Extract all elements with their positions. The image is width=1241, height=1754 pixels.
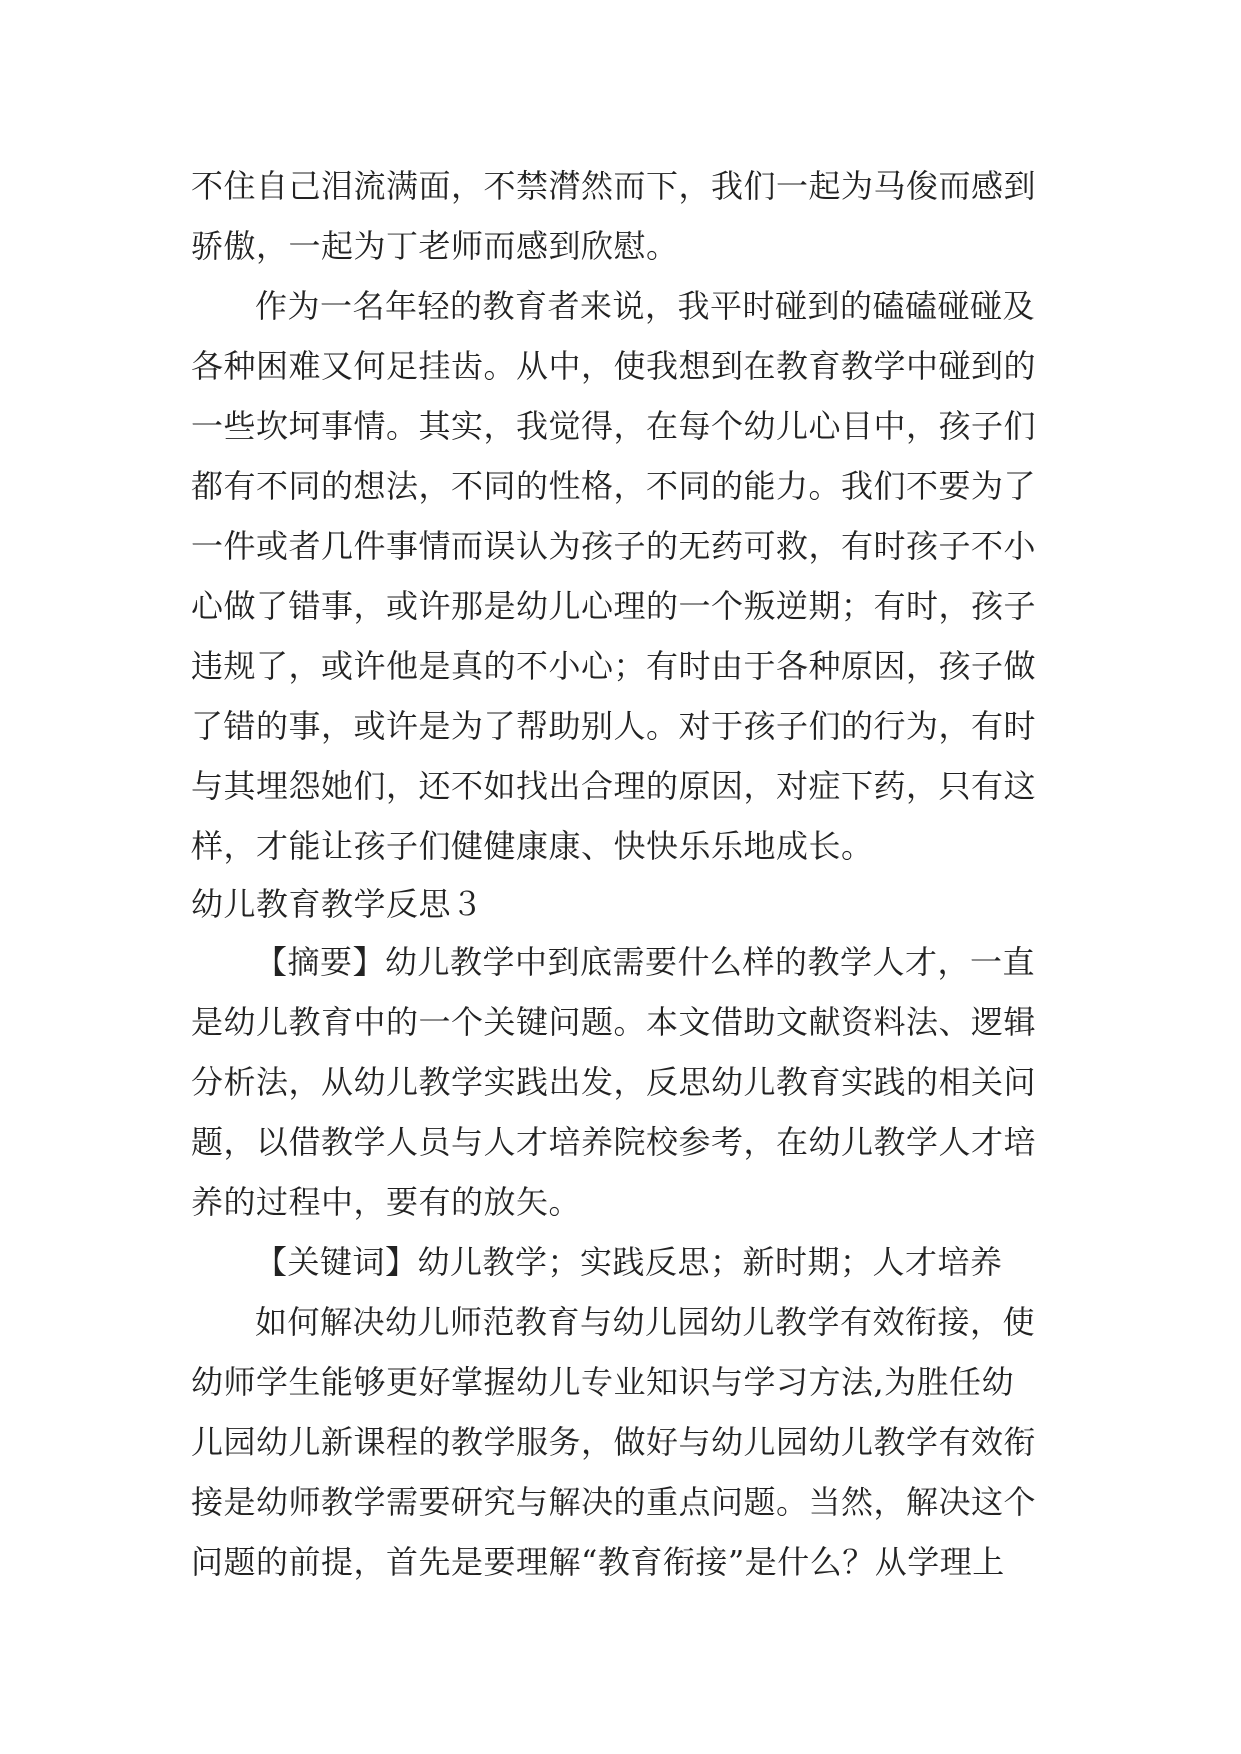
paragraph-line: 儿园幼儿新课程的教学服务，做好与幼儿园幼儿教学有效衔 [191,1423,1037,1461]
paragraph-line: 幼师学生能够更好掌握幼儿专业知识与学习方法,为胜任幼 [191,1363,1015,1401]
abstract-line: 养的过程中，要有的放矢。 [191,1183,582,1221]
paragraph-line: 都有不同的想法，不同的性格，不同的能力。我们不要为了 [191,467,1037,505]
section-heading: 幼儿教育教学反思３ [191,885,484,923]
abstract-line: 是幼儿教育中的一个关键问题。本文借助文献资料法、逻辑 [191,1003,1037,1041]
paragraph-line: 违规了，或许他是真的不小心；有时由于各种原因，孩子做 [191,647,1037,685]
paragraph-line: 心做了错事，或许那是幼儿心理的一个叛逆期；有时，孩子 [191,587,1037,625]
paragraph-line: 一件或者几件事情而误认为孩子的无药可救，有时孩子不小 [191,527,1037,565]
paragraph-line: 问题的前提，首先是要理解“教育衔接”是什么？从学理上 [191,1543,1005,1581]
document-body [191,156,1050,1592]
paragraph-line: 不住自己泪流满面，不禁潸然而下，我们一起为马俊而感到 [191,167,1037,205]
paragraph-line: 骄傲，一起为丁老师而感到欣慰。 [191,227,679,265]
abstract-line: 题，以借教学人员与人才培养院校参考，在幼儿教学人才培 [191,1123,1037,1161]
abstract-line: 分析法，从幼儿教学实践出发，反思幼儿教育实践的相关问 [191,1063,1037,1101]
abstract-line: 【摘要】幼儿教学中到底需要什么样的教学人才，一直 [255,943,1036,981]
paragraph-line: 一些坎坷事情。其实，我觉得，在每个幼儿心目中，孩子们 [191,407,1037,445]
paragraph-line: 接是幼师教学需要研究与解决的重点问题。当然，解决这个 [191,1483,1037,1521]
paragraph-line: 了错的事，或许是为了帮助别人。对于孩子们的行为，有时 [191,707,1037,745]
paragraph-line: 作为一名年轻的教育者来说，我平时碰到的磕磕碰碰及 [255,287,1036,325]
keywords-line: 【关键词】幼儿教学；实践反思；新时期；人才培养 [255,1243,1003,1281]
paragraph-line: 如何解决幼儿师范教育与幼儿园幼儿教学有效衔接，使 [255,1303,1036,1341]
paragraph-line: 样，才能让孩子们健健康康、快快乐乐地成长。 [191,827,874,865]
paragraph-line: 各种困难又何足挂齿。从中，使我想到在教育教学中碰到的 [191,347,1037,385]
paragraph-line: 与其埋怨她们，还不如找出合理的原因，对症下药，只有这 [191,767,1037,805]
